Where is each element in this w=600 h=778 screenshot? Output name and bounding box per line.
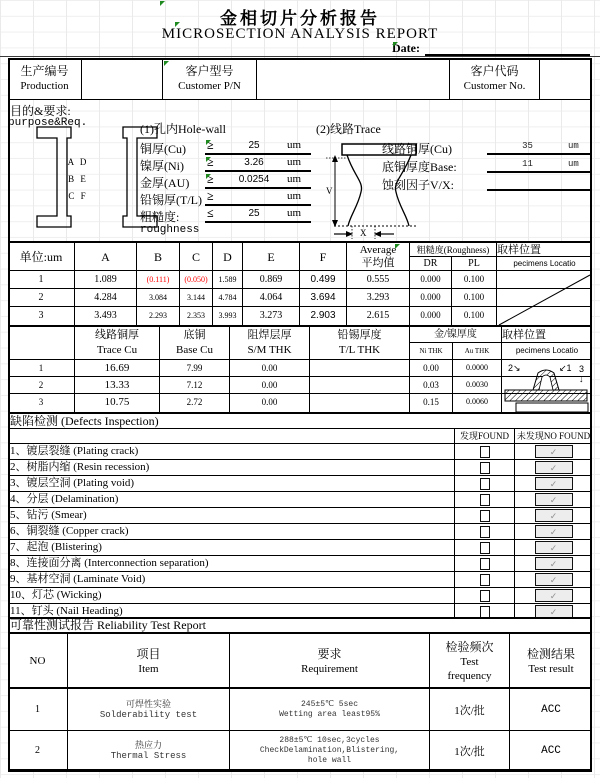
check-icon: ✓ bbox=[549, 447, 558, 457]
requirement-header bbox=[230, 634, 430, 687]
found-checkbox[interactable] bbox=[480, 462, 490, 474]
not-found-checkbox[interactable] bbox=[535, 509, 573, 522]
defect-row bbox=[8, 444, 592, 460]
tl-thk-header-en: T/L THK bbox=[338, 344, 381, 356]
specimen-letters-row3: C F bbox=[68, 191, 88, 201]
defect-row bbox=[8, 476, 592, 492]
cell: 0.000 bbox=[410, 289, 452, 306]
cell: 4.064 bbox=[243, 289, 300, 306]
cell[interactable] bbox=[310, 394, 410, 412]
cell: 1 bbox=[8, 271, 75, 288]
trace-cu-label: 线路铜厚(Cu) bbox=[382, 142, 452, 156]
measurement-table-2 bbox=[8, 325, 592, 412]
found-checkbox[interactable] bbox=[480, 446, 490, 458]
cell: 245±5℃ 5sec bbox=[301, 699, 358, 709]
v-dimension-label: V bbox=[326, 186, 333, 196]
report-title-en: MICROSECTION ANALYSIS REPORT bbox=[161, 26, 439, 42]
trace-cu-header-en: Trace Cu bbox=[96, 344, 138, 356]
col-header-b: B bbox=[137, 243, 180, 270]
found-checkbox[interactable] bbox=[480, 478, 490, 490]
cu-unit: um bbox=[287, 139, 302, 151]
cell: 2.72 bbox=[160, 394, 230, 412]
cell: 0.000 bbox=[410, 271, 452, 288]
cell: CheckDelamination,Blistering, bbox=[259, 745, 400, 755]
au-value-line bbox=[205, 172, 311, 189]
defect-label: 11、钉头 (Nail Heading) bbox=[8, 604, 455, 619]
cell: 13.33 bbox=[75, 377, 160, 393]
defect-label: 1、镀层裂缝 (Plating crack) bbox=[8, 444, 455, 459]
production-value-cell[interactable] bbox=[82, 58, 163, 99]
cell: hole wall bbox=[307, 755, 352, 765]
defect-row bbox=[8, 588, 592, 604]
cell: 3.144 bbox=[180, 289, 213, 306]
cell: 3.493 bbox=[75, 307, 137, 325]
found-checkbox[interactable] bbox=[480, 590, 490, 602]
trace-cu-unit: um bbox=[568, 141, 579, 151]
defect-label: 10、灯芯 (Wicking) bbox=[8, 588, 455, 603]
frequency-header-cn: 检验频次 bbox=[445, 639, 494, 654]
cell: 0.869 bbox=[243, 271, 300, 288]
pl-header: PL bbox=[468, 258, 480, 269]
cell: (0.050) bbox=[180, 271, 213, 288]
cell[interactable] bbox=[310, 360, 410, 376]
purpose-label-en: purpose&Req. bbox=[8, 117, 88, 129]
table-row bbox=[8, 731, 592, 770]
base-cu-label: 底铜厚度Base: bbox=[382, 160, 457, 174]
cell: 0.0030 bbox=[453, 377, 502, 393]
base-cu-header-en: Base Cu bbox=[176, 344, 213, 356]
table-row bbox=[8, 689, 592, 731]
cell: 2.903 bbox=[300, 307, 347, 325]
tl-thk-header bbox=[310, 327, 410, 359]
defect-label: 6、铜裂缝 (Copper crack) bbox=[8, 524, 455, 539]
item-header-en: Item bbox=[138, 662, 159, 675]
roughness-unit: um bbox=[287, 207, 302, 219]
defect-label: 4、分层 (Delamination) bbox=[8, 492, 455, 507]
cell: 1 bbox=[35, 704, 40, 715]
cell: 10.75 bbox=[75, 394, 160, 412]
ni-label: 镍厚(Ni) bbox=[140, 159, 184, 173]
cell: 7.12 bbox=[160, 377, 230, 393]
niau-header-group bbox=[410, 327, 502, 359]
comment-marker bbox=[206, 174, 211, 179]
sm-thk-header-cn: 阻焊层厚 bbox=[247, 329, 292, 341]
trace-cu-header bbox=[75, 327, 160, 359]
requirement-header-cn: 要求 bbox=[317, 646, 342, 661]
sm-thk-header-en: S/M THK bbox=[247, 344, 292, 356]
found-checkbox[interactable] bbox=[480, 558, 490, 570]
info-row bbox=[8, 58, 592, 100]
cell: 0.0000 bbox=[453, 360, 502, 376]
cell: ACC bbox=[541, 744, 561, 757]
cu-label: 铜厚(Cu) bbox=[140, 142, 186, 156]
cell: Wetting area least95% bbox=[279, 709, 380, 719]
specimen-letters-row1: A D bbox=[67, 157, 89, 167]
roughness-header: 粗糙度(Roughness) bbox=[410, 243, 496, 257]
cell: 0.555 bbox=[347, 271, 410, 288]
result-header-en: Test result bbox=[528, 662, 574, 675]
not-found-checkbox[interactable] bbox=[535, 573, 573, 586]
trace-cu-value[interactable]: 35 bbox=[522, 141, 533, 151]
tl-unit: um bbox=[287, 190, 302, 202]
cu-value[interactable]: 25 bbox=[248, 140, 260, 151]
cell: 0.000 bbox=[410, 307, 452, 325]
average-header bbox=[347, 243, 410, 270]
cell: 0.499 bbox=[300, 271, 347, 288]
cell: 2.353 bbox=[180, 307, 213, 325]
result-header bbox=[510, 634, 592, 687]
cell: 2 bbox=[8, 377, 75, 393]
roughness-value-line bbox=[205, 206, 311, 223]
frequency-header-en1: Test bbox=[460, 655, 479, 668]
customer-no-label-cn: 客户代码 bbox=[470, 64, 519, 78]
cell: 0.00 bbox=[230, 377, 310, 393]
check-icon: ✓ bbox=[549, 511, 558, 521]
x-dimension-label: X bbox=[360, 228, 367, 238]
location-header-en: pecimens Locatio bbox=[513, 259, 576, 268]
defect-label: 5、钻污 (Smear) bbox=[8, 508, 455, 523]
defects-header-row bbox=[8, 429, 592, 444]
check-icon: ✓ bbox=[549, 527, 558, 537]
location-header-cn: 取样位置 bbox=[502, 327, 592, 343]
cell: (0.111) bbox=[137, 271, 180, 288]
cu-value-line bbox=[205, 138, 311, 155]
cell: 0.00 bbox=[230, 360, 310, 376]
cell: 2 bbox=[35, 745, 40, 756]
cell: 1 bbox=[8, 360, 75, 376]
gte-symbol: ≥ bbox=[207, 155, 214, 169]
cell: 1次/批 bbox=[454, 704, 485, 717]
result-header-cn: 检测结果 bbox=[526, 646, 575, 661]
col-header-c: C bbox=[180, 243, 213, 270]
defect-row bbox=[8, 492, 592, 508]
comment-marker bbox=[395, 244, 400, 249]
dr-header: DR bbox=[410, 257, 452, 270]
col-header-f: F bbox=[300, 243, 347, 270]
cell: 2.615 bbox=[347, 307, 410, 325]
date-input-line[interactable] bbox=[425, 42, 590, 56]
diagonal-line bbox=[497, 273, 592, 327]
cell: 4.284 bbox=[75, 289, 137, 306]
check-icon: ✓ bbox=[549, 543, 558, 553]
not-found-checkbox[interactable] bbox=[535, 461, 573, 474]
defect-label: 2、树脂内缩 (Resin recession) bbox=[8, 460, 455, 475]
location-diagonal-cell bbox=[497, 273, 592, 327]
lte-symbol: ≤ bbox=[207, 206, 214, 220]
col-header-a: A bbox=[75, 243, 137, 270]
cell: 0.100 bbox=[452, 271, 497, 288]
found-header: 发现FOUND bbox=[455, 429, 515, 443]
defects-list bbox=[8, 444, 592, 617]
customer-pn-label-cn: 客户型号 bbox=[185, 64, 234, 78]
reliability-title: 可靠性测试报告 Reliability Test Report bbox=[10, 618, 206, 632]
trace-cu-line bbox=[487, 138, 590, 155]
found-checkbox[interactable] bbox=[480, 510, 490, 522]
cell: 4.784 bbox=[213, 289, 243, 306]
reliability-table bbox=[8, 632, 592, 770]
trace-title: (2)线路Trace bbox=[316, 122, 381, 136]
found-checkbox[interactable] bbox=[480, 606, 490, 618]
cell: 3.293 bbox=[347, 289, 410, 306]
reliability-section bbox=[8, 617, 592, 772]
cell: 7.99 bbox=[160, 360, 230, 376]
comment-marker bbox=[206, 157, 211, 162]
cell: 0.15 bbox=[410, 394, 453, 412]
specimen-point-2-label: 2↘ bbox=[508, 363, 521, 373]
production-label-en: Production bbox=[20, 80, 69, 92]
roughness-label-en: roughness bbox=[140, 224, 200, 236]
comment-marker bbox=[206, 140, 211, 145]
au-unit: um bbox=[287, 173, 302, 185]
unit-header: 单位:um bbox=[8, 243, 75, 270]
check-icon: ✓ bbox=[549, 591, 558, 601]
measurement-table-1 bbox=[8, 241, 592, 325]
not-found-checkbox[interactable] bbox=[535, 525, 573, 538]
etch-factor-label: 蚀刻因子V/X: bbox=[382, 178, 455, 192]
average-header-en: Average bbox=[359, 244, 397, 256]
cell: 2 bbox=[8, 289, 75, 306]
not-found-checkbox[interactable] bbox=[535, 445, 573, 458]
customer-pn-label-en: Customer P/N bbox=[178, 80, 241, 92]
cell: 0.100 bbox=[452, 307, 497, 325]
sm-thk-header bbox=[230, 327, 310, 359]
report-title-cn: 金相切片分析报告 bbox=[220, 9, 380, 28]
cell: 0.00 bbox=[410, 360, 453, 376]
comment-marker bbox=[393, 42, 398, 47]
col-header-e: E bbox=[243, 243, 300, 270]
cell: 1次/批 bbox=[454, 745, 485, 758]
roughness-label-cn: 粗糙度: bbox=[140, 210, 180, 224]
customer-no-value-cell[interactable] bbox=[540, 58, 592, 99]
divider-line bbox=[0, 56, 600, 57]
cell: 0.0060 bbox=[453, 394, 502, 412]
defect-label: 7、起泡 (Blistering) bbox=[8, 540, 455, 555]
defect-row bbox=[8, 556, 592, 572]
cell: 0.03 bbox=[410, 377, 453, 393]
cell: 3.084 bbox=[137, 289, 180, 306]
not-found-header: 未发现NO FOUND bbox=[516, 431, 591, 441]
cell: 1.089 bbox=[75, 271, 137, 288]
tl-thk-header-cn: 铅锡厚度 bbox=[337, 329, 382, 341]
specimen-point-1-label: ↙1 bbox=[559, 363, 572, 373]
specimen-point-3-label: 3 bbox=[579, 364, 585, 374]
cell: Solderability test bbox=[99, 710, 198, 720]
customer-pn-value-cell[interactable] bbox=[257, 58, 450, 99]
defect-label: 8、连接面分离 (Interconnection separation) bbox=[8, 556, 455, 571]
cell: ACC bbox=[541, 703, 561, 716]
cell: 3 bbox=[8, 394, 75, 412]
defect-label: 3、镀层空洞 (Plating void) bbox=[8, 476, 455, 491]
found-checkbox[interactable] bbox=[480, 542, 490, 554]
not-found-checkbox[interactable] bbox=[535, 477, 573, 490]
cell: 热应力 bbox=[134, 740, 162, 750]
not-found-checkbox[interactable] bbox=[535, 589, 573, 602]
gte-symbol: ≥ bbox=[207, 138, 214, 152]
date-label: Date: bbox=[392, 41, 420, 55]
cell: 3.273 bbox=[243, 307, 300, 325]
check-icon: ✓ bbox=[549, 463, 558, 473]
gte-symbol: ≥ bbox=[207, 172, 214, 186]
comment-marker bbox=[175, 22, 180, 27]
defect-row bbox=[8, 540, 592, 556]
location-header-group bbox=[502, 327, 592, 359]
cell: 0.100 bbox=[452, 289, 497, 306]
base-cu-line bbox=[487, 156, 590, 173]
cell: 3.993 bbox=[213, 307, 243, 325]
tl-label: 铅锡厚(T/L) bbox=[140, 193, 202, 207]
frequency-header bbox=[430, 634, 510, 687]
production-label bbox=[8, 58, 82, 99]
base-cu-header bbox=[160, 327, 230, 359]
specimen-letters-row2: B E bbox=[68, 174, 88, 184]
base-cu-header-cn: 底铜 bbox=[183, 329, 206, 341]
defect-row bbox=[8, 572, 592, 588]
cell: 3 bbox=[8, 307, 75, 325]
not-found-checkbox[interactable] bbox=[535, 493, 573, 506]
niau-header: 金/镍厚度 bbox=[410, 327, 501, 343]
defect-row bbox=[8, 508, 592, 524]
customer-pn-label bbox=[163, 58, 257, 99]
defects-section bbox=[8, 412, 592, 617]
production-label-cn: 生产编号 bbox=[20, 64, 69, 78]
cell: 16.69 bbox=[75, 360, 160, 376]
location-header-en: pecimens Locatio bbox=[515, 346, 579, 355]
check-icon: ✓ bbox=[549, 607, 558, 617]
ni-value-line bbox=[205, 155, 311, 172]
found-checkbox[interactable] bbox=[480, 574, 490, 586]
not-found-checkbox[interactable] bbox=[535, 541, 573, 554]
trace-cu-header-cn: 线路铜厚 bbox=[95, 329, 139, 341]
roughness-value[interactable]: 25 bbox=[248, 208, 260, 219]
defect-row bbox=[8, 524, 592, 540]
etch-factor-line[interactable] bbox=[487, 174, 590, 191]
customer-no-label-en: Customer No. bbox=[463, 80, 526, 92]
location-header-group bbox=[497, 243, 592, 270]
purpose-section bbox=[8, 100, 592, 241]
found-checkbox[interactable] bbox=[480, 494, 490, 506]
not-found-checkbox[interactable] bbox=[535, 557, 573, 570]
average-header-cn: 平均值 bbox=[361, 257, 395, 269]
purpose-label-cn: 目的&要求: bbox=[10, 104, 71, 118]
defect-row bbox=[8, 460, 592, 476]
col-header-d: D bbox=[213, 243, 243, 270]
cell: 288±5℃ 10sec,3cycles bbox=[279, 735, 380, 745]
tl-value-line bbox=[205, 189, 311, 206]
cell: 3.694 bbox=[300, 289, 347, 306]
cell: Thermal Stress bbox=[110, 751, 187, 761]
item-header bbox=[68, 634, 230, 687]
gte-symbol: ≥ bbox=[207, 189, 214, 203]
customer-no-label bbox=[450, 58, 540, 99]
roughness-header-group bbox=[410, 243, 497, 270]
au-value[interactable]: 0.0254 bbox=[238, 174, 270, 185]
check-icon: ✓ bbox=[549, 495, 558, 505]
frequency-header-en2: frequency bbox=[447, 669, 492, 682]
au-thk-header: Au THK bbox=[464, 347, 490, 355]
cell: 0.00 bbox=[230, 394, 310, 412]
hole-wall-title: (1)孔内Hole-wall bbox=[140, 122, 226, 136]
comment-marker bbox=[160, 1, 165, 6]
requirement-header-en: Requirement bbox=[301, 662, 358, 675]
defect-label: 9、基材空洞 (Laminate Void) bbox=[8, 572, 455, 587]
check-icon: ✓ bbox=[549, 559, 558, 569]
ni-thk-header: Ni THK bbox=[410, 343, 453, 359]
base-cu-unit: um bbox=[568, 159, 579, 169]
no-header: NO bbox=[29, 654, 46, 667]
cell[interactable] bbox=[310, 377, 410, 393]
check-icon: ✓ bbox=[549, 575, 558, 585]
cell: 可焊性实验 bbox=[125, 699, 171, 709]
cell: 1.589 bbox=[213, 271, 243, 288]
base-cu-value[interactable]: 11 bbox=[522, 159, 533, 169]
ni-value[interactable]: 3.26 bbox=[244, 157, 264, 168]
check-icon: ✓ bbox=[549, 479, 558, 489]
reliability-header-row bbox=[8, 634, 592, 689]
defects-title: 缺陷检测 (Defects Inspection) bbox=[8, 414, 592, 429]
location-header-cn: 取样位置 bbox=[497, 243, 592, 257]
down-arrow-icon: ↓ bbox=[579, 374, 584, 384]
comment-marker bbox=[164, 61, 169, 66]
ni-unit: um bbox=[287, 156, 302, 168]
found-checkbox[interactable] bbox=[480, 526, 490, 538]
cell: 2.293 bbox=[137, 307, 180, 325]
au-label: 金厚(AU) bbox=[140, 176, 190, 190]
item-header-cn: 项目 bbox=[136, 646, 161, 661]
